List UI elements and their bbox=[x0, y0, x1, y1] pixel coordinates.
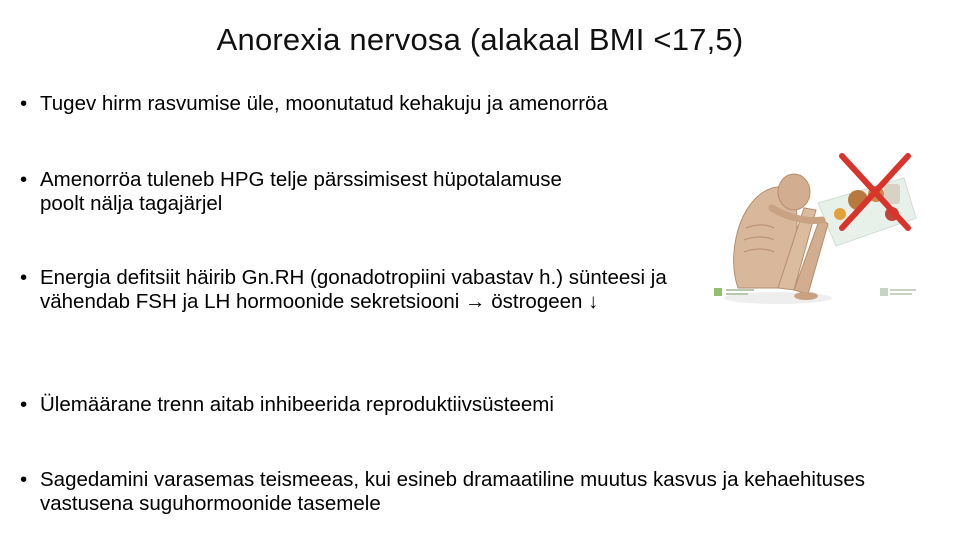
bullet-marker: • bbox=[20, 266, 28, 289]
food-plate-icon bbox=[818, 178, 916, 246]
bullet-marker: • bbox=[20, 168, 28, 191]
slide-title: Anorexia nervosa (alakaal BMI <17,5) bbox=[216, 22, 744, 57]
bullet-marker: • bbox=[20, 468, 28, 491]
anorexia-illustration bbox=[708, 148, 922, 308]
bullet-marker: • bbox=[20, 393, 28, 416]
illustration-svg bbox=[708, 148, 922, 308]
bullet-text: Tugev hirm rasvumise üle, moonutatud kehakuju ja amenorröa bbox=[40, 92, 608, 115]
bullet-item bbox=[20, 266, 700, 314]
bullet-marker: • bbox=[20, 92, 28, 115]
bullet-item bbox=[20, 468, 930, 516]
bullet-text: Energia defitsiit häirib Gn.RH (gonadotropiini vabastav h.) sünteesi ja vähendab FSH ja LH hormoonide sekretsiooni → östrogeen ↓ bbox=[40, 266, 667, 313]
thin-figure-icon bbox=[724, 174, 832, 304]
bullet-item bbox=[20, 168, 580, 216]
bullet-text: Amenorröa tuleneb HPG telje pärssimisest hüpotalamuse poolt nälja tagajärjel bbox=[40, 168, 562, 215]
bullet-item bbox=[20, 92, 780, 116]
bullet-text: Ülemäärane trenn aitab inhibeerida reproduktiivsüsteemi bbox=[40, 393, 554, 416]
bullet-text: Sagedamini varasemas teismeeas, kui esineb dramaatiline muutus kasvus ja kehaehituses vastusena suguhormoonide tasemele bbox=[40, 468, 865, 515]
bullet-item bbox=[20, 393, 720, 417]
